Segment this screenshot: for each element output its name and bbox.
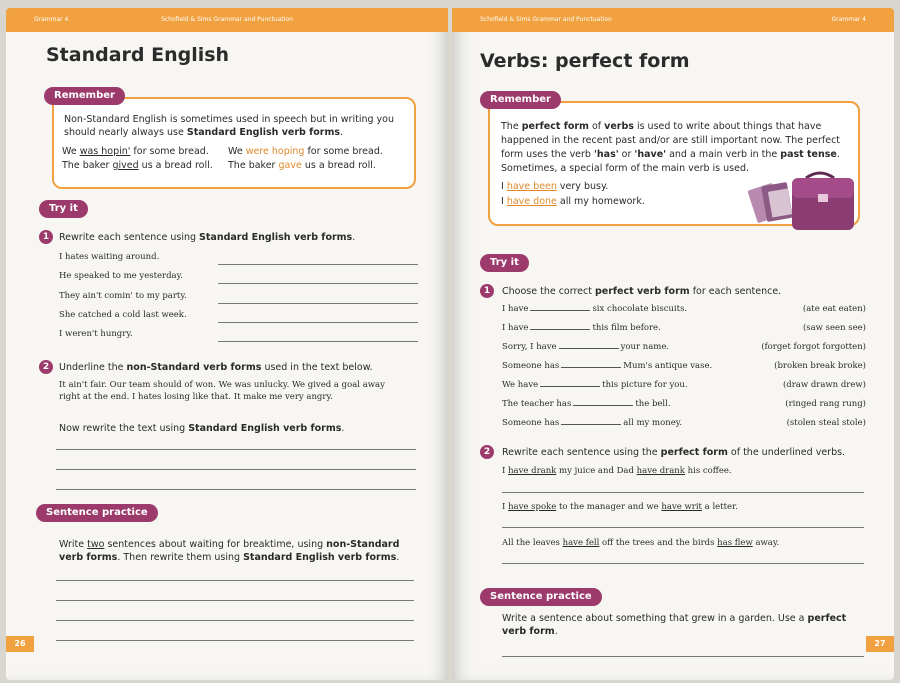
example-nonstandard-2: The baker gived us a bread roll. xyxy=(62,160,213,171)
answer-line[interactable] xyxy=(56,469,416,470)
rewrite-instruction: Now rewrite the text using Standard English verb forms. xyxy=(59,423,345,434)
question-number-1: 1 xyxy=(480,284,494,298)
remember-text-line1: Non-Standard English is sometimes used in speech but in writing you xyxy=(64,114,394,125)
sentence-item: He speaked to me yesterday. xyxy=(59,271,183,281)
remember-right-line1: The perfect form of verbs is used to write about things that have xyxy=(501,121,822,132)
right-question-1-text: Choose the correct perfect verb form for each sentence. xyxy=(502,286,782,297)
question-number-2: 2 xyxy=(480,445,494,459)
paragraph-line-2: right at the end. I hates losing like that. It make me very angry. xyxy=(59,392,333,402)
books-icon xyxy=(748,182,793,223)
verb-options: (draw drawn drew) xyxy=(782,380,866,390)
verb-options: (forget forgot forgotten) xyxy=(761,342,866,352)
remember-label-left: Remember xyxy=(44,87,125,105)
fill-sentence: We have this picture for you. xyxy=(502,380,688,390)
right-header-band xyxy=(452,8,894,32)
sentence-item: I hates waiting around. xyxy=(59,252,160,262)
sentence-item: I weren't hungry. xyxy=(59,329,133,339)
answer-line[interactable] xyxy=(218,264,418,265)
question-number-2: 2 xyxy=(39,360,53,374)
verb-options: (ate eat eaten) xyxy=(802,304,866,314)
answer-line[interactable] xyxy=(502,563,864,564)
fill-sentence: I have six chocolate biscuits. xyxy=(502,304,688,314)
remember-text-line2: should nearly always use Standard English verb forms. xyxy=(64,127,344,138)
answer-line[interactable] xyxy=(56,580,414,581)
blank[interactable] xyxy=(559,348,619,349)
verb-options: (ringed rang rung) xyxy=(785,399,866,409)
sentence-practice-label-right: Sentence practice xyxy=(480,588,602,606)
verb-options: (broken break broke) xyxy=(774,361,866,371)
verb-options: (saw seen see) xyxy=(802,323,866,333)
page-number-left: 26 xyxy=(6,636,34,652)
example-nonstandard-1: We was hopin' for some bread. xyxy=(62,146,209,157)
right-question-2-text: Rewrite each sentence using the perfect form of the underlined verbs. xyxy=(502,447,846,458)
rewrite-sentence-2: I have spoke to the manager and we have writ a letter. xyxy=(502,502,738,512)
question-2-text: Underline the non-Standard verb forms used in the text below. xyxy=(59,362,373,373)
practice-right-line2: verb form. xyxy=(502,626,558,637)
practice-text-line2: verb forms. Then rewrite them using Standard English verb forms. xyxy=(59,552,400,563)
blank[interactable] xyxy=(561,367,621,368)
blank[interactable] xyxy=(530,310,590,311)
page-title-left: Standard English xyxy=(46,44,230,66)
question-number-1: 1 xyxy=(39,230,53,244)
fill-sentence: Someone has Mum's antique vase. xyxy=(502,361,713,371)
fill-sentence: Sorry, I have your name. xyxy=(502,342,670,352)
remember-right-line2: happened in the recent past and/or are still important now. The perfect xyxy=(501,135,841,146)
try-it-label-left: Try it xyxy=(39,200,88,218)
verb-options: (stolen steal stole) xyxy=(786,418,866,428)
answer-line[interactable] xyxy=(218,283,418,284)
answer-line[interactable] xyxy=(56,640,414,641)
school-bag-icon xyxy=(792,173,854,230)
left-page xyxy=(6,8,448,680)
example-standard-1: We were hoping for some bread. xyxy=(228,146,383,157)
rewrite-sentence-1: I have drank my juice and Dad have drank his coffee. xyxy=(502,466,732,476)
remember-label-right: Remember xyxy=(480,91,561,109)
right-header-label: Grammar 4 xyxy=(831,16,866,23)
practice-text-line1: Write two sentences about waiting for breaktime, using non-Standard xyxy=(59,539,400,550)
remember-right-line3: form uses the verb 'has' or 'have' and a main verb in the past tense. xyxy=(501,149,840,160)
fill-sentence: I have this film before. xyxy=(502,323,661,333)
answer-line[interactable] xyxy=(56,620,414,621)
page-title-right: Verbs: perfect form xyxy=(480,50,690,72)
left-header-band xyxy=(6,8,448,32)
blank[interactable] xyxy=(573,405,633,406)
left-header-publisher: Schofield & Sims Grammar and Punctuation xyxy=(161,16,293,23)
remember-box-left xyxy=(52,97,416,189)
page-number-right: 27 xyxy=(866,636,894,652)
paragraph-line-1: It ain't fair. Our team should of won. We was unlucky. We gived a goal away xyxy=(59,380,385,390)
remember-right-line4: Sometimes, a special form of the main verb is used. xyxy=(501,163,750,174)
blank[interactable] xyxy=(530,329,590,330)
fill-sentence: Someone has all my money. xyxy=(502,418,683,428)
sentence-item: She catched a cold last week. xyxy=(59,310,187,320)
answer-line[interactable] xyxy=(56,489,416,490)
perfect-example-2: I have done all my homework. xyxy=(501,196,645,207)
practice-right-line1: Write a sentence about something that grew in a garden. Use a perfect xyxy=(502,613,847,624)
example-standard-2: The baker gave us a bread roll. xyxy=(228,160,376,171)
books-and-bag-illustration xyxy=(748,168,860,238)
blank[interactable] xyxy=(561,424,621,425)
right-page xyxy=(452,8,894,680)
answer-line[interactable] xyxy=(502,492,864,493)
sentence-practice-label-left: Sentence practice xyxy=(36,504,158,522)
answer-line[interactable] xyxy=(218,322,418,323)
question-1-text: Rewrite each sentence using Standard English verb forms. xyxy=(59,232,356,243)
blank[interactable] xyxy=(540,386,600,387)
answer-line[interactable] xyxy=(218,303,418,304)
perfect-example-1: I have been very busy. xyxy=(501,181,609,192)
answer-line[interactable] xyxy=(502,656,864,657)
try-it-label-right: Try it xyxy=(480,254,529,272)
right-header-publisher: Schofield & Sims Grammar and Punctuation xyxy=(480,16,612,23)
sentence-item: They ain't comin' to my party. xyxy=(59,291,187,301)
rewrite-sentence-3: All the leaves have fell off the trees and the birds has flew away. xyxy=(502,538,780,548)
answer-line[interactable] xyxy=(56,449,416,450)
answer-line[interactable] xyxy=(218,341,418,342)
answer-line[interactable] xyxy=(56,600,414,601)
left-header-label: Grammar 4 xyxy=(34,16,69,23)
fill-sentence: The teacher has the bell. xyxy=(502,399,671,409)
answer-line[interactable] xyxy=(502,527,864,528)
